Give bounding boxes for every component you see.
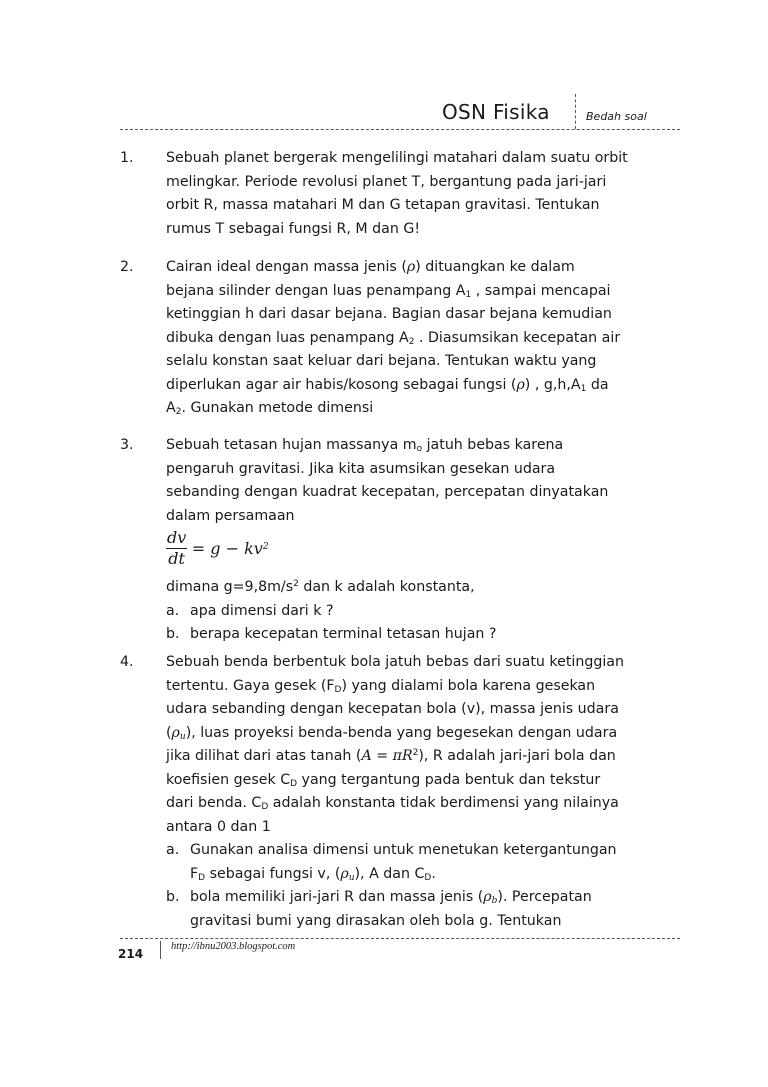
question-body bbox=[166, 147, 680, 241]
text-line: melingkar. Periode revolusi planet T, bergantung pada jari-jari bbox=[166, 173, 607, 190]
text-line: sebanding dengan kuadrat kecepatan, percepatan dinyatakan bbox=[166, 484, 609, 500]
text-line: dalam persamaan bbox=[166, 507, 295, 524]
text-line: $(\rho_u)$, luas proyeksi benda-benda yang begesekan dengan udara bbox=[166, 724, 618, 742]
text-line: rumus T sebagai fungsi R, M dan G! bbox=[166, 220, 421, 237]
footer-rule bbox=[120, 938, 680, 939]
sub-question-b: b. berapa kecepatan terminal tetasan hujan ? bbox=[166, 626, 497, 642]
text-line: dimana $g=9,8m/s^2$ dan k adalah konstanta, bbox=[166, 579, 475, 595]
text-line: diperlukan agar air habis/kosong sebagai fungsi (ρ) , $g,h,A_1$ da bbox=[166, 376, 609, 394]
sub-question-b: b. bola memiliki jari-jari R dan massa jenis $(\rho_b)$. Percepatan bbox=[166, 889, 592, 906]
sub-question-a: a. Gunakan analisa dimensi untuk menetukan ketergantungan bbox=[166, 842, 617, 858]
text-line: Cairan ideal dengan massa jenis (ρ) dituangkan ke dalam bbox=[166, 259, 575, 275]
sub-question-a-cont: $F_D$ sebagai fungsi v, $(\rho_u)$, A dan $C_D$. bbox=[190, 865, 436, 883]
header-subtitle: Bedah soal bbox=[586, 110, 647, 123]
text-line: koefisien gesek $C_D$ yang tergantung pada bentuk dan tekstur bbox=[166, 771, 601, 789]
question-body bbox=[166, 256, 680, 421]
question-number: 1. bbox=[120, 150, 134, 166]
text-line: udara sebanding dengan kecepatan bola (v), massa jenis udara bbox=[166, 701, 619, 717]
fraction: $\frac{dv}{dt}$ bbox=[167, 528, 187, 568]
text-line: jika dilihat dari atas tanah $(A = \pi R^2)$, R adalah jari-jari bola dan bbox=[166, 748, 616, 764]
rho-symbol: ρ bbox=[516, 376, 525, 393]
text-line: Sebuah tetasan hujan massanya $m_o$ jatuh bebas karena bbox=[166, 437, 564, 454]
question-2 bbox=[120, 256, 680, 421]
header-divider bbox=[575, 94, 576, 129]
text-line: $A_2$. Gunakan metode dimensi bbox=[166, 400, 374, 417]
text-line: dari benda. $C_D$ adalah konstanta tidak berdimensi yang nilainya bbox=[166, 795, 619, 812]
text-line: orbit R, massa matahari M dan G tetapan gravitasi. Tentukan bbox=[166, 197, 600, 213]
text-line: bejana silinder dengan luas penampang $A_1$ , sampai mencapai bbox=[166, 282, 611, 300]
text-line: pengaruh gravitasi. Jika kita asumsikan gesekan udara bbox=[166, 460, 556, 477]
question-number: 2. bbox=[120, 259, 134, 275]
text-line: Sebuah planet bergerak mengelilingi matahari dalam suatu orbit bbox=[166, 150, 628, 166]
text-line: tertentu. Gaya gesek $(F_D)$ yang dialami bola karena gesekan bbox=[166, 677, 596, 695]
sub-question-b-cont: gravitasi bumi yang dirasakan oleh bola g. Tentukan bbox=[190, 912, 562, 929]
text-line: selalu konstan saat keluar dari bejana. Tentukan waktu yang bbox=[166, 353, 597, 369]
question-number: 3. bbox=[120, 437, 134, 453]
footer-divider bbox=[160, 941, 161, 959]
rho-symbol: ρ bbox=[406, 259, 416, 275]
footer-url[interactable]: http://ibnu2003.blogspot.com bbox=[171, 941, 296, 952]
text-line: dibuka dengan luas penampang $A_2$ . Diasumsikan kecepatan air bbox=[166, 329, 621, 347]
equation: $\frac{dv}{dt}$ = $g - kv^2$ bbox=[167, 528, 269, 568]
page-number: 214 bbox=[118, 947, 144, 961]
question-4 bbox=[120, 651, 680, 933]
question-number: 4. bbox=[120, 654, 134, 670]
question-body bbox=[166, 434, 680, 647]
question-3 bbox=[120, 434, 680, 647]
header-rule bbox=[120, 129, 680, 130]
text-line: Sebuah benda berbentuk bola jatuh bebas dari suatu ketinggian bbox=[166, 654, 624, 670]
sub-question-a: a. apa dimensi dari k ? bbox=[166, 602, 334, 619]
header-title: OSN Fisika bbox=[442, 100, 550, 124]
text-line: ketinggian h dari dasar bejana. Bagian dasar bejana kemudian bbox=[166, 306, 612, 322]
question-body bbox=[166, 651, 680, 933]
text-line: antara 0 dan 1 bbox=[166, 818, 271, 835]
question-1 bbox=[120, 147, 680, 241]
